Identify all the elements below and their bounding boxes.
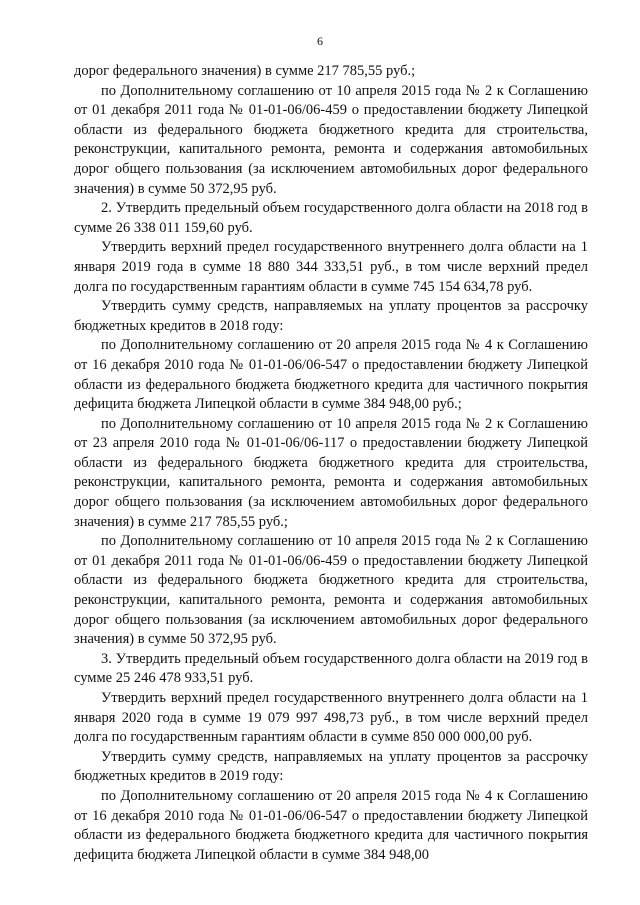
paragraph: по Дополнительному соглашению от 20 апреля 2015 года № 4 к Соглашению от 16 декабря 2010 года № 01-01-06/06-547 о предоставлении бюджету Липецкой области из федерального бюджета бюджетного кредита для частичного покрытия дефицита бюджета Липецкой области в сумме 384 948,00 руб.; xyxy=(74,337,588,413)
paragraph: по Дополнительному соглашению от 10 апреля 2015 года № 2 к Соглашению от 23 апреля 2010 года № 01-01-06/06-117 о предоставлении бюджету Липецкой области из федерального бюджета бюджетного кредита для строительства, реконструкции, капитального ремонта, ремонта и содержания автомобильных дорог общего пользования (за исключением автомобильных дорог федерального значения) в сумме 217 785,55 руб.; xyxy=(74,415,588,530)
paragraph: Утвердить сумму средств, направляемых на уплату процентов за рассрочку бюджетных кредитов в 2019 году: xyxy=(74,748,588,785)
paragraph: Утвердить верхний предел государственного внутреннего долга области на 1 января 2020 года в сумме 19 079 997 498,73 руб., в том числе верхний предел долга по государственным гарантиям области в сумме 850 000 000,00 руб. xyxy=(74,690,588,746)
document-body xyxy=(74,62,588,865)
paragraph: Утвердить сумму средств, направляемых на уплату процентов за рассрочку бюджетных кредитов в 2018 году: xyxy=(74,298,588,334)
paragraph: Утвердить верхний предел государственного внутреннего долга области на 1 января 2019 года в сумме 18 880 344 333,51 руб., в том числе верхний предел долга по государственным гарантиям области в сумме 745 154 634,78 руб. xyxy=(74,239,588,295)
page-number: 6 xyxy=(317,34,323,48)
paragraph: по Дополнительному соглашению от 10 апреля 2015 года № 2 к Соглашению от 01 декабря 2011 года № 01-01-06/06-459 о предоставлении бюджету Липецкой области из федерального бюджета бюджетного кредита для строительства, реконструкции, капитального ремонта, ремонта и содержания автомобильных дорог общего пользования (за исключением автомобильных дорог федерального значения) в сумме 50 372,95 руб. xyxy=(74,82,588,197)
paragraph: дорог федерального значения) в сумме 217 785,55 руб.; xyxy=(74,63,416,79)
paragraph: 2. Утвердить предельный объем государственного долга области на 2018 год в сумме 26 338 011 159,60 руб. xyxy=(74,200,588,236)
paragraph: 3. Утвердить предельный объем государственного долга области на 2019 год в сумме 25 246 478 933,51 руб. xyxy=(74,650,588,687)
paragraph: по Дополнительному соглашению от 20 апреля 2015 года № 4 к Соглашению от 16 декабря 2010 года № 01-01-06/06-547 о предоставлении бюджету Липецкой области из федерального бюджета бюджетного кредита для частичного покрытия дефицита бюджета Липецкой области в сумме 384 948,00 xyxy=(74,787,588,863)
paragraph: по Дополнительному соглашению от 10 апреля 2015 года № 2 к Соглашению от 01 декабря 2011 года № 01-01-06/06-459 о предоставлении бюджету Липецкой области из федерального бюджета бюджетного кредита для строительства, реконструкции, капитального ремонта, ремонта и содержания автомобильных дорог общего пользования (за исключением автомобильных дорог федерального значения) в сумме 50 372,95 руб. xyxy=(74,533,588,648)
